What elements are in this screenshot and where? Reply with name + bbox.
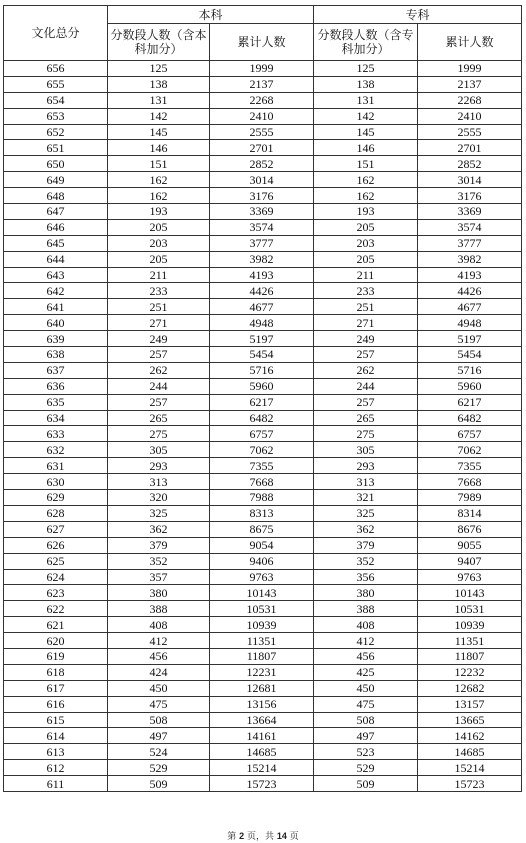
junior-count-cell: 162 <box>314 188 418 204</box>
undergrad-cumulative-cell: 7355 <box>210 458 314 474</box>
junior-count-cell: 408 <box>314 617 418 633</box>
undergrad-count-cell: 131 <box>108 92 210 108</box>
junior-count-cell: 249 <box>314 331 418 347</box>
undergrad-count-cell: 162 <box>108 172 210 188</box>
score-cell: 637 <box>4 362 108 378</box>
junior-cumulative-cell: 3574 <box>418 219 522 235</box>
score-cell: 624 <box>4 569 108 585</box>
undergrad-segment-count-header: 分数段人数（含本科加分） <box>108 24 210 61</box>
score-cell: 618 <box>4 664 108 680</box>
junior-cumulative-cell: 15214 <box>418 760 522 776</box>
undergrad-count-cell: 524 <box>108 744 210 760</box>
junior-cumulative-cell: 8314 <box>418 505 522 521</box>
score-cell: 615 <box>4 712 108 728</box>
table-row <box>4 712 522 728</box>
undergrad-count-cell: 249 <box>108 331 210 347</box>
table-row <box>4 61 522 77</box>
junior-cumulative-cell: 11807 <box>418 648 522 664</box>
undergrad-count-cell: 257 <box>108 394 210 410</box>
junior-cumulative-cell: 6757 <box>418 426 522 442</box>
undergrad-count-cell: 475 <box>108 696 210 712</box>
junior-count-cell: 425 <box>314 664 418 680</box>
total-pages-number: 14 <box>276 831 287 841</box>
score-cell: 621 <box>4 617 108 633</box>
score-cell: 650 <box>4 156 108 172</box>
score-cell: 616 <box>4 696 108 712</box>
table-row <box>4 347 522 363</box>
table-row <box>4 378 522 394</box>
score-cell: 636 <box>4 378 108 394</box>
junior-cumulative-cell: 15723 <box>418 776 522 792</box>
undergrad-count-cell: 233 <box>108 283 210 299</box>
undergrad-cumulative-cell: 10531 <box>210 601 314 617</box>
undergrad-count-cell: 275 <box>108 426 210 442</box>
score-cell: 638 <box>4 347 108 363</box>
junior-count-cell: 138 <box>314 76 418 92</box>
undergrad-cumulative-cell: 4677 <box>210 299 314 315</box>
junior-cumulative-cell: 4948 <box>418 315 522 331</box>
score-cell: 629 <box>4 490 108 506</box>
footer-suffix: 页 <box>289 832 299 842</box>
junior-count-cell: 456 <box>314 648 418 664</box>
undergrad-cumulative-cell: 3014 <box>210 172 314 188</box>
undergrad-count-cell: 305 <box>108 442 210 458</box>
undergrad-cumulative-cell: 12231 <box>210 664 314 680</box>
undergrad-cumulative-cell: 5960 <box>210 378 314 394</box>
table-row <box>4 235 522 251</box>
junior-count-cell: 162 <box>314 172 418 188</box>
junior-count-cell: 257 <box>314 347 418 363</box>
table-row <box>4 442 522 458</box>
junior-cumulative-cell: 13157 <box>418 696 522 712</box>
junior-count-cell: 262 <box>314 362 418 378</box>
undergrad-count-cell: 509 <box>108 776 210 792</box>
undergrad-cumulative-cell: 9054 <box>210 537 314 553</box>
undergrad-cumulative-cell: 6757 <box>210 426 314 442</box>
junior-count-cell: 388 <box>314 601 418 617</box>
junior-count-cell: 362 <box>314 521 418 537</box>
junior-college-cumulative-header: 累计人数 <box>418 24 522 61</box>
table-row <box>4 585 522 601</box>
junior-cumulative-cell: 3982 <box>418 251 522 267</box>
table-row <box>4 505 522 521</box>
undergrad-cumulative-cell: 10939 <box>210 617 314 633</box>
undergrad-count-cell: 203 <box>108 235 210 251</box>
undergrad-count-cell: 320 <box>108 490 210 506</box>
junior-cumulative-cell: 9763 <box>418 569 522 585</box>
junior-count-cell: 352 <box>314 553 418 569</box>
undergrad-cumulative-cell: 3176 <box>210 188 314 204</box>
undergrad-count-cell: 142 <box>108 108 210 124</box>
junior-cumulative-cell: 8676 <box>418 521 522 537</box>
junior-cumulative-cell: 7668 <box>418 474 522 490</box>
junior-count-cell: 244 <box>314 378 418 394</box>
undergrad-count-cell: 379 <box>108 537 210 553</box>
score-cell: 653 <box>4 108 108 124</box>
table-row <box>4 299 522 315</box>
junior-count-cell: 203 <box>314 235 418 251</box>
junior-count-cell: 145 <box>314 124 418 140</box>
undergrad-cumulative-header: 累计人数 <box>210 24 314 61</box>
junior-count-cell: 211 <box>314 267 418 283</box>
score-cell: 655 <box>4 76 108 92</box>
junior-cumulative-cell: 10531 <box>418 601 522 617</box>
current-page-number: 2 <box>239 831 245 841</box>
junior-count-cell: 131 <box>314 92 418 108</box>
undergrad-cumulative-cell: 6217 <box>210 394 314 410</box>
score-cell: 617 <box>4 680 108 696</box>
score-cell: 649 <box>4 172 108 188</box>
undergrad-cumulative-cell: 6482 <box>210 410 314 426</box>
table-row <box>4 92 522 108</box>
undergrad-cumulative-cell: 3982 <box>210 251 314 267</box>
junior-count-cell: 529 <box>314 760 418 776</box>
undergrad-cumulative-cell: 3369 <box>210 204 314 220</box>
score-cell: 630 <box>4 474 108 490</box>
junior-count-cell: 475 <box>314 696 418 712</box>
undergrad-cumulative-cell: 15723 <box>210 776 314 792</box>
junior-cumulative-cell: 2268 <box>418 92 522 108</box>
table-row <box>4 760 522 776</box>
junior-count-cell: 450 <box>314 680 418 696</box>
junior-count-cell: 271 <box>314 315 418 331</box>
junior-cumulative-cell: 6482 <box>418 410 522 426</box>
undergrad-count-cell: 262 <box>108 362 210 378</box>
undergrad-count-cell: 424 <box>108 664 210 680</box>
junior-cumulative-cell: 2555 <box>418 124 522 140</box>
score-cell: 632 <box>4 442 108 458</box>
table-row <box>4 744 522 760</box>
score-cell: 645 <box>4 235 108 251</box>
undergrad-count-cell: 211 <box>108 267 210 283</box>
undergrad-cumulative-cell: 1999 <box>210 61 314 77</box>
junior-count-cell: 293 <box>314 458 418 474</box>
undergrad-cumulative-cell: 9406 <box>210 553 314 569</box>
score-cell: 652 <box>4 124 108 140</box>
table-row <box>4 219 522 235</box>
undergrad-count-cell: 362 <box>108 521 210 537</box>
junior-count-cell: 142 <box>314 108 418 124</box>
junior-count-cell: 497 <box>314 728 418 744</box>
score-cell: 646 <box>4 219 108 235</box>
table-row <box>4 410 522 426</box>
junior-cumulative-cell: 10143 <box>418 585 522 601</box>
undergrad-cumulative-cell: 2701 <box>210 140 314 156</box>
undergrad-cumulative-cell: 13664 <box>210 712 314 728</box>
undergrad-count-cell: 205 <box>108 251 210 267</box>
score-cell: 642 <box>4 283 108 299</box>
page-footer <box>0 829 526 842</box>
undergrad-cumulative-cell: 5197 <box>210 331 314 347</box>
junior-cumulative-cell: 4193 <box>418 267 522 283</box>
table-row <box>4 204 522 220</box>
junior-count-cell: 325 <box>314 505 418 521</box>
undergrad-cumulative-cell: 2410 <box>210 108 314 124</box>
undergrad-cumulative-cell: 10143 <box>210 585 314 601</box>
score-cell: 656 <box>4 61 108 77</box>
table-row <box>4 537 522 553</box>
junior-cumulative-cell: 12232 <box>418 664 522 680</box>
junior-college-segment-count-header: 分数段人数（含专科加分） <box>314 24 418 61</box>
undergrad-count-cell: 456 <box>108 648 210 664</box>
junior-cumulative-cell: 3777 <box>418 235 522 251</box>
junior-cumulative-cell: 9055 <box>418 537 522 553</box>
undergrad-cumulative-cell: 2137 <box>210 76 314 92</box>
junior-count-cell: 509 <box>314 776 418 792</box>
score-cell: 641 <box>4 299 108 315</box>
junior-count-cell: 379 <box>314 537 418 553</box>
junior-count-cell: 233 <box>314 283 418 299</box>
score-cell: 631 <box>4 458 108 474</box>
undergrad-count-cell: 162 <box>108 188 210 204</box>
undergrad-cumulative-cell: 15214 <box>210 760 314 776</box>
table-row <box>4 617 522 633</box>
junior-cumulative-cell: 2137 <box>418 76 522 92</box>
undergrad-count-cell: 293 <box>108 458 210 474</box>
junior-cumulative-cell: 13665 <box>418 712 522 728</box>
score-cell: 626 <box>4 537 108 553</box>
junior-count-cell: 193 <box>314 204 418 220</box>
table-header <box>4 6 522 61</box>
table-row <box>4 553 522 569</box>
score-cell: 640 <box>4 315 108 331</box>
score-cell: 619 <box>4 648 108 664</box>
undergrad-cumulative-cell: 5454 <box>210 347 314 363</box>
undergrad-cumulative-cell: 13156 <box>210 696 314 712</box>
junior-cumulative-cell: 5454 <box>418 347 522 363</box>
score-cell: 613 <box>4 744 108 760</box>
junior-cumulative-cell: 12682 <box>418 680 522 696</box>
score-distribution-table <box>3 5 522 792</box>
junior-count-cell: 412 <box>314 633 418 649</box>
undergrad-count-cell: 412 <box>108 633 210 649</box>
table-row <box>4 362 522 378</box>
undergrad-count-cell: 265 <box>108 410 210 426</box>
undergrad-count-cell: 352 <box>108 553 210 569</box>
table-body <box>4 61 522 792</box>
table-row <box>4 664 522 680</box>
table-row <box>4 680 522 696</box>
undergrad-cumulative-cell: 14161 <box>210 728 314 744</box>
table-row <box>4 172 522 188</box>
junior-count-cell: 125 <box>314 61 418 77</box>
undergrad-cumulative-cell: 2268 <box>210 92 314 108</box>
undergrad-count-cell: 146 <box>108 140 210 156</box>
junior-cumulative-cell: 7062 <box>418 442 522 458</box>
table-row <box>4 108 522 124</box>
undergrad-cumulative-cell: 7668 <box>210 474 314 490</box>
score-cell: 625 <box>4 553 108 569</box>
junior-cumulative-cell: 3369 <box>418 204 522 220</box>
table-row <box>4 521 522 537</box>
junior-count-cell: 313 <box>314 474 418 490</box>
score-cell: 634 <box>4 410 108 426</box>
table-row <box>4 251 522 267</box>
junior-count-cell: 356 <box>314 569 418 585</box>
table-row <box>4 267 522 283</box>
table-row <box>4 648 522 664</box>
score-cell: 635 <box>4 394 108 410</box>
undergrad-cumulative-cell: 4193 <box>210 267 314 283</box>
table-row <box>4 331 522 347</box>
score-cell: 620 <box>4 633 108 649</box>
table-row <box>4 728 522 744</box>
junior-cumulative-cell: 14685 <box>418 744 522 760</box>
table-row <box>4 156 522 172</box>
undergrad-count-cell: 251 <box>108 299 210 315</box>
score-cell: 651 <box>4 140 108 156</box>
score-cell: 654 <box>4 92 108 108</box>
undergrad-count-cell: 450 <box>108 680 210 696</box>
table-row <box>4 490 522 506</box>
undergrad-count-cell: 125 <box>108 61 210 77</box>
undergrad-count-cell: 508 <box>108 712 210 728</box>
undergrad-count-cell: 257 <box>108 347 210 363</box>
junior-cumulative-cell: 3176 <box>418 188 522 204</box>
junior-cumulative-cell: 10939 <box>418 617 522 633</box>
table-row <box>4 426 522 442</box>
junior-cumulative-cell: 6217 <box>418 394 522 410</box>
footer-prefix: 第 <box>227 832 237 842</box>
junior-count-cell: 305 <box>314 442 418 458</box>
undergrad-count-cell: 388 <box>108 601 210 617</box>
undergrad-cumulative-cell: 14685 <box>210 744 314 760</box>
undergrad-cumulative-cell: 3574 <box>210 219 314 235</box>
table-row <box>4 458 522 474</box>
undergrad-cumulative-cell: 7988 <box>210 490 314 506</box>
junior-cumulative-cell: 7989 <box>418 490 522 506</box>
footer-middle: 页，共 <box>246 832 274 842</box>
junior-count-cell: 275 <box>314 426 418 442</box>
table-row <box>4 633 522 649</box>
score-cell: 647 <box>4 204 108 220</box>
junior-cumulative-cell: 4677 <box>418 299 522 315</box>
table-row <box>4 776 522 792</box>
score-cell: 648 <box>4 188 108 204</box>
undergrad-count-cell: 193 <box>108 204 210 220</box>
undergrad-cumulative-cell: 8313 <box>210 505 314 521</box>
undergrad-count-cell: 529 <box>108 760 210 776</box>
score-cell: 643 <box>4 267 108 283</box>
score-cell: 639 <box>4 331 108 347</box>
undergrad-count-cell: 357 <box>108 569 210 585</box>
undergrad-cumulative-cell: 2852 <box>210 156 314 172</box>
score-cell: 628 <box>4 505 108 521</box>
junior-cumulative-cell: 5960 <box>418 378 522 394</box>
junior-count-cell: 205 <box>314 219 418 235</box>
undergrad-cumulative-cell: 9763 <box>210 569 314 585</box>
undergrad-count-cell: 205 <box>108 219 210 235</box>
score-column-header: 文化总分 <box>4 6 108 61</box>
undergrad-count-cell: 151 <box>108 156 210 172</box>
junior-count-cell: 508 <box>314 712 418 728</box>
undergrad-cumulative-cell: 5716 <box>210 362 314 378</box>
junior-cumulative-cell: 1999 <box>418 61 522 77</box>
undergrad-cumulative-cell: 11351 <box>210 633 314 649</box>
score-cell: 611 <box>4 776 108 792</box>
undergrad-cumulative-cell: 4426 <box>210 283 314 299</box>
junior-count-cell: 257 <box>314 394 418 410</box>
junior-cumulative-cell: 14162 <box>418 728 522 744</box>
table-row <box>4 474 522 490</box>
score-cell: 623 <box>4 585 108 601</box>
score-cell: 633 <box>4 426 108 442</box>
undergrad-count-cell: 408 <box>108 617 210 633</box>
undergrad-cumulative-cell: 11807 <box>210 648 314 664</box>
undergrad-cumulative-cell: 2555 <box>210 124 314 140</box>
undergrad-group-header: 本科 <box>108 6 314 24</box>
junior-cumulative-cell: 7355 <box>418 458 522 474</box>
junior-cumulative-cell: 2852 <box>418 156 522 172</box>
score-cell: 622 <box>4 601 108 617</box>
score-cell: 612 <box>4 760 108 776</box>
table-row <box>4 569 522 585</box>
junior-cumulative-cell: 5716 <box>418 362 522 378</box>
undergrad-cumulative-cell: 7062 <box>210 442 314 458</box>
junior-count-cell: 265 <box>314 410 418 426</box>
junior-count-cell: 151 <box>314 156 418 172</box>
junior-college-group-header: 专科 <box>314 6 522 24</box>
junior-cumulative-cell: 5197 <box>418 331 522 347</box>
score-cell: 614 <box>4 728 108 744</box>
undergrad-count-cell: 497 <box>108 728 210 744</box>
junior-cumulative-cell: 2701 <box>418 140 522 156</box>
junior-cumulative-cell: 11351 <box>418 633 522 649</box>
undergrad-cumulative-cell: 12681 <box>210 680 314 696</box>
undergrad-count-cell: 313 <box>108 474 210 490</box>
undergrad-cumulative-cell: 8675 <box>210 521 314 537</box>
undergrad-count-cell: 271 <box>108 315 210 331</box>
table-row <box>4 601 522 617</box>
junior-count-cell: 321 <box>314 490 418 506</box>
junior-cumulative-cell: 9407 <box>418 553 522 569</box>
undergrad-count-cell: 380 <box>108 585 210 601</box>
table-row <box>4 696 522 712</box>
table-row <box>4 140 522 156</box>
junior-cumulative-cell: 4426 <box>418 283 522 299</box>
undergrad-cumulative-cell: 3777 <box>210 235 314 251</box>
table-row <box>4 76 522 92</box>
score-cell: 627 <box>4 521 108 537</box>
table-row <box>4 188 522 204</box>
undergrad-cumulative-cell: 4948 <box>210 315 314 331</box>
junior-count-cell: 380 <box>314 585 418 601</box>
undergrad-count-cell: 138 <box>108 76 210 92</box>
junior-count-cell: 523 <box>314 744 418 760</box>
undergrad-count-cell: 145 <box>108 124 210 140</box>
table-row <box>4 124 522 140</box>
table-row <box>4 283 522 299</box>
junior-count-cell: 251 <box>314 299 418 315</box>
junior-cumulative-cell: 3014 <box>418 172 522 188</box>
junior-cumulative-cell: 2410 <box>418 108 522 124</box>
junior-count-cell: 146 <box>314 140 418 156</box>
junior-count-cell: 205 <box>314 251 418 267</box>
score-cell: 644 <box>4 251 108 267</box>
undergrad-count-cell: 244 <box>108 378 210 394</box>
table-row <box>4 315 522 331</box>
table-row <box>4 394 522 410</box>
undergrad-count-cell: 325 <box>108 505 210 521</box>
